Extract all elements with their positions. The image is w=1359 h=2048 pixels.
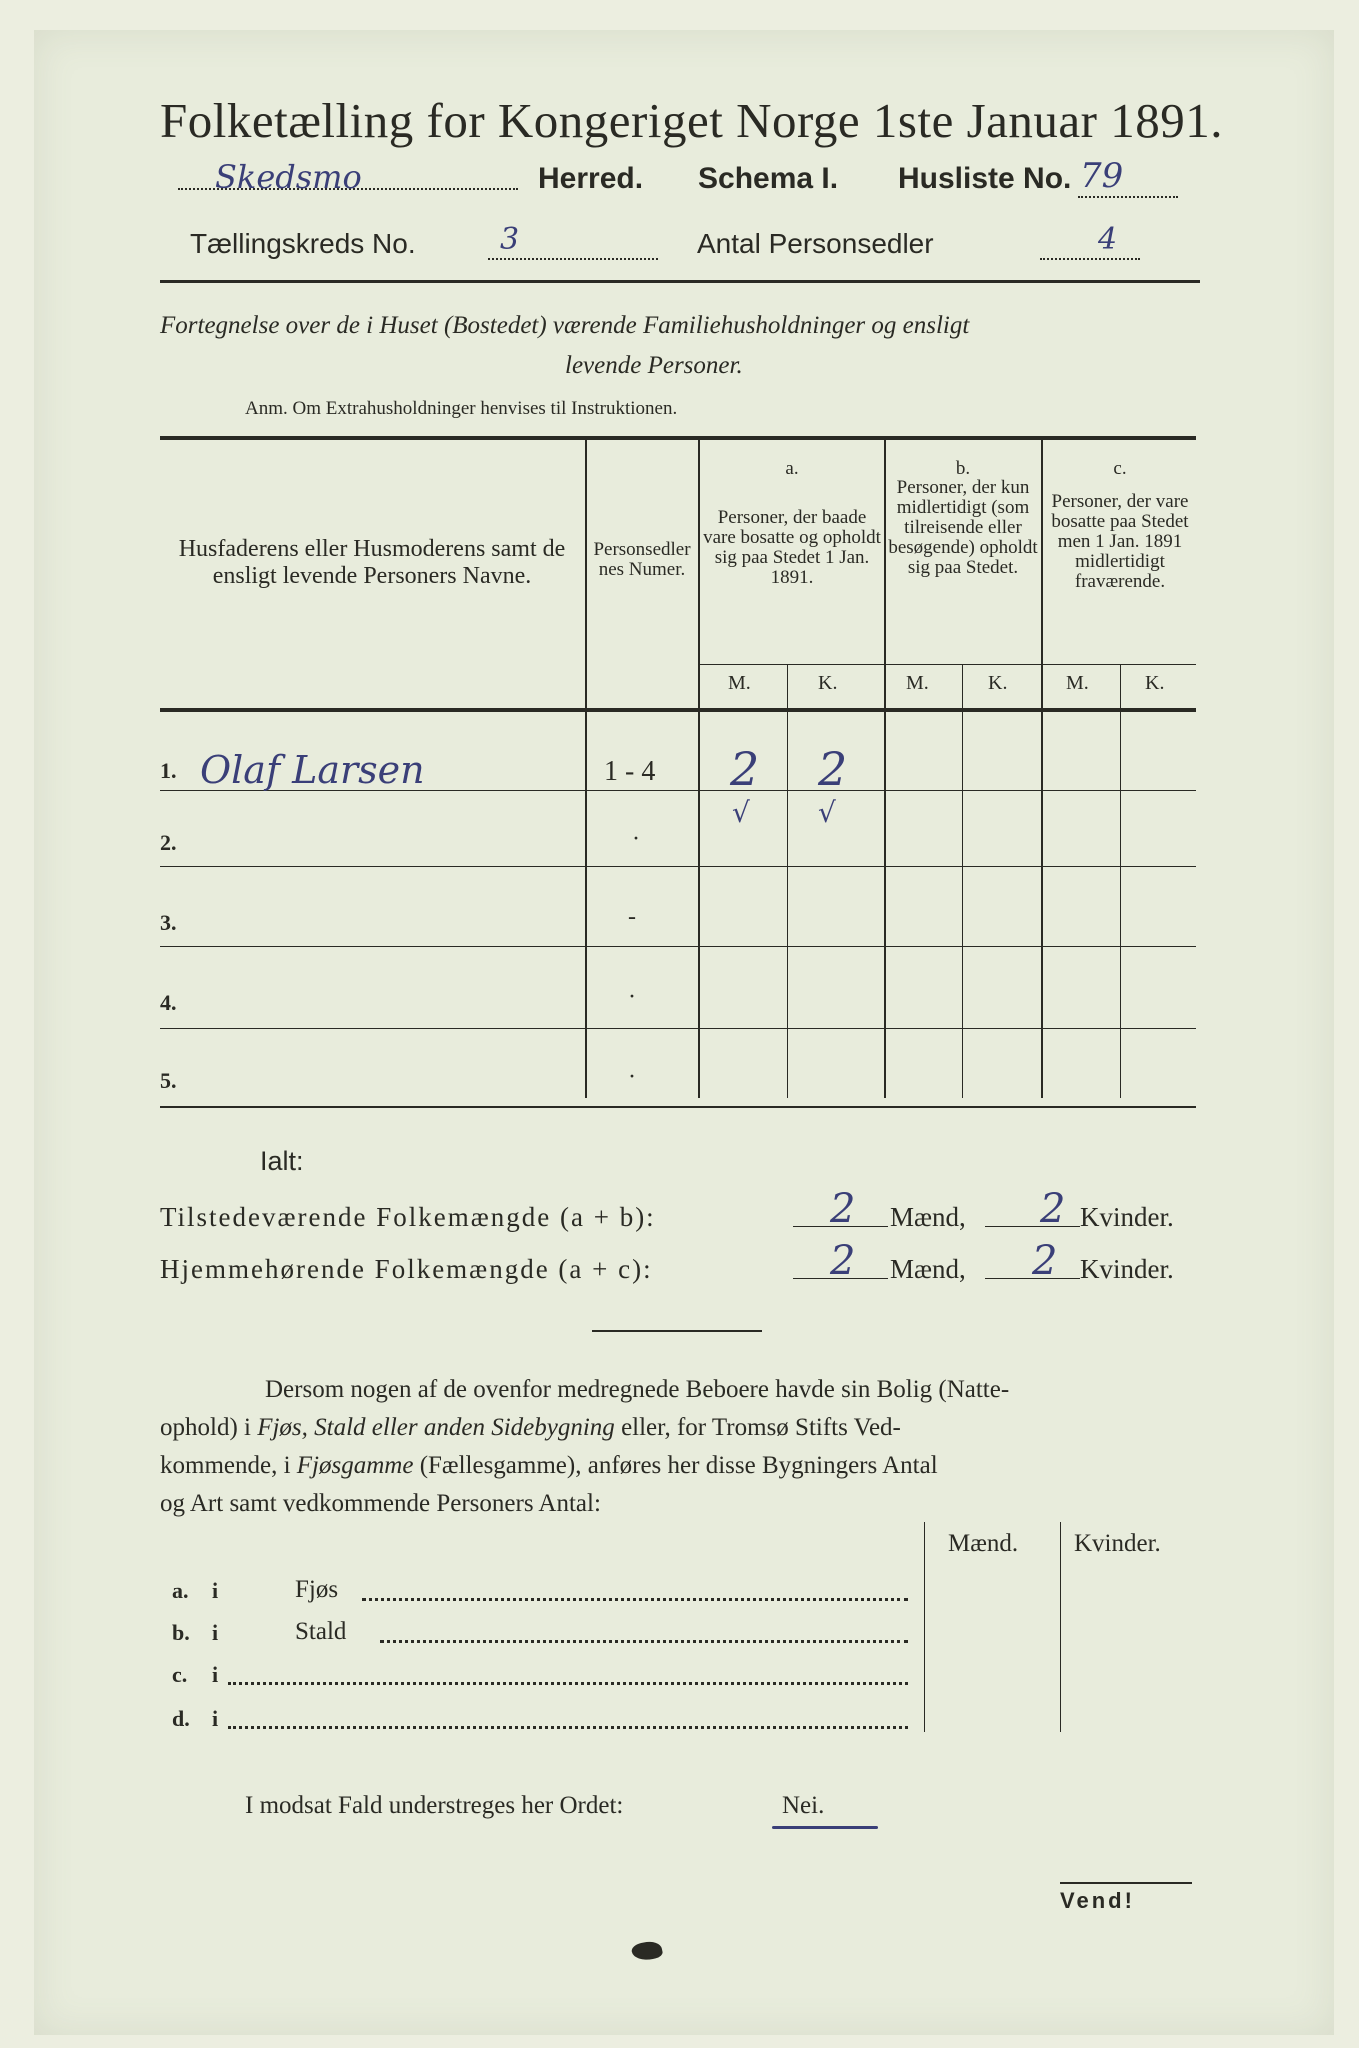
tilstede-label: Tilstedeværende Folkemængde (a + b): [160,1202,656,1232]
row-4-numer: · [628,984,636,1010]
hjemme-k: 2 [1032,1238,1058,1284]
col-a-letter: a. [785,458,799,479]
row-1-name: Olaf Larsen [200,748,425,792]
buildings-vline-1 [924,1522,925,1732]
buildings-vline-2 [1060,1522,1061,1732]
building-row-b-dots [380,1640,908,1643]
row-5-numer: · [628,1064,636,1090]
table-vline-3 [884,440,886,1098]
intro-line-2: levende Personer. [565,352,743,379]
tilstede-m: 2 [830,1186,856,1232]
antal-label: Antal Personsedler [697,228,934,259]
nei-underline [772,1826,878,1829]
nei-word: Nei. [782,1792,825,1819]
mk-rule [698,664,1196,665]
table-vline-b-mk [962,664,963,1098]
buildings-p1: Dersom nogen af de ovenfor medregnede Beboere havde sin Bolig (Natte- [265,1376,1010,1403]
tilstede-k-line [985,1226,1080,1227]
ialt-label: Ialt: [260,1146,304,1176]
taellingskreds-value: 3 [500,222,520,257]
col-b-m: M. [906,672,929,694]
col-b-header: Personer, der kun midlertidigt (som tilreisende eller besøgende) opholdt sig paa Stedet. [888,477,1038,578]
row-3-number: 3. [160,910,177,935]
col-a-k: K. [818,672,838,694]
antal-dotted-line [1040,258,1140,260]
building-row-d-i: i [212,1706,219,1731]
husliste-value: 79 [1080,156,1124,196]
anm-note: Anm. Om Extrahusholdninger henvises til Instruktionen. [245,398,678,419]
tilstede-kvinder: Kvinder. [1080,1202,1174,1232]
building-row-d-dots [228,1726,908,1729]
separator-rule [592,1330,762,1332]
row-2-numer: · [632,826,640,852]
buildings-maend-header: Mænd. [948,1530,1019,1557]
herred-value: Skedsmo [215,158,362,196]
row-line-4 [160,1028,1196,1029]
husliste-label: Husliste No. [898,162,1072,195]
building-row-c-i: i [212,1662,219,1687]
col-c-m: M. [1066,672,1089,694]
herred-label: Herred. [538,162,644,195]
row-1-a-m: 2 [730,742,760,796]
building-row-b-letter: b. [172,1620,190,1645]
buildings-kvinder-header: Kvinder. [1074,1530,1161,1557]
table-vline-2 [698,440,700,1098]
table-vline-c-mk [1120,664,1121,1098]
building-row-a-i: i [212,1578,219,1603]
hjemme-kvinder: Kvinder. [1080,1254,1174,1284]
row-5-number: 5. [160,1068,177,1093]
table-vline-1 [585,440,587,1098]
col-a-header: Personer, der baade vare bosatte og opholdt sig paa Stedet 1 Jan. 1891. [703,507,881,588]
modsat-text: I modsat Fald understreges her Ordet: [245,1792,624,1819]
schema-label: Schema I. [698,162,839,195]
col-b-k: K. [988,672,1008,694]
row-4-number: 4. [160,990,177,1015]
form-title: Folketælling for Kongeriget Norge 1ste Januar 1891. [160,93,1223,148]
col-c-header: Personer, der vare bosatte paa Stedet men 1 Jan. 1891 midlertidigt fraværende. [1051,491,1189,592]
tilstede-k: 2 [1040,1186,1066,1232]
col-b-letter: b. [955,458,971,479]
col-numer-header: Personsedlernes Numer. [593,539,691,580]
taellingskreds-dotted-line [488,258,658,260]
row-1-number: 1. [160,758,177,783]
table-vline-4 [1041,440,1043,1098]
col-c-k: K. [1145,672,1165,694]
table-vline-a-mk [787,664,788,1098]
building-row-b-i: i [212,1620,219,1645]
building-row-a-dots [362,1598,908,1601]
buildings-p2: ophold) i Fjøs, Stald eller anden Sidebygning eller, for Tromsø Stifts Ved- [160,1414,901,1441]
row-3-numer: - [628,904,636,930]
building-row-a-letter: a. [172,1578,189,1603]
row-line-3 [160,946,1196,947]
antal-value: 4 [1098,222,1118,257]
building-row-b-label: Stald [295,1618,347,1645]
taellingskreds-label: Tællingskreds No. [190,228,416,259]
hjemme-m: 2 [830,1238,856,1284]
col-c-letter: c. [1113,458,1127,479]
buildings-p4: og Art samt vedkommende Personers Antal: [160,1490,601,1517]
vend-text: Vend! [1060,1888,1135,1913]
building-row-c-dots [228,1682,908,1685]
top-rule [160,280,1200,283]
hjemme-label: Hjemmehørende Folkemængde (a + c): [160,1254,653,1284]
tilstede-maend: Mænd, [890,1202,966,1232]
buildings-p3: kommende, i Fjøsgamme (Fællesgamme), anføres her disse Bygningers Antal [160,1452,938,1479]
building-row-d-letter: d. [172,1706,190,1731]
row-line-2 [160,866,1196,867]
building-row-a-label: Fjøs [295,1576,339,1603]
building-row-c-letter: c. [172,1662,188,1687]
table-bottom-rule [160,1106,1196,1108]
husliste-dotted-line [1078,196,1178,198]
row-1-numer: 1 - 4 [604,756,656,787]
row-1-check-k: √ [818,796,836,829]
hjemme-maend: Mænd, [890,1254,966,1284]
row-2-number: 2. [160,830,177,855]
row-1-check-m: √ [732,796,750,829]
intro-line-1: Fortegnelse over de i Huset (Bostedet) værende Familiehusholdninger og ensligt [160,312,970,339]
col-names-header: Husfaderens eller Husmoderens samt de ensligt levende Personers Navne. [178,536,566,589]
row-1-a-k: 2 [818,742,848,796]
vend-rule [1060,1882,1192,1884]
col-a-m: M. [728,672,751,694]
